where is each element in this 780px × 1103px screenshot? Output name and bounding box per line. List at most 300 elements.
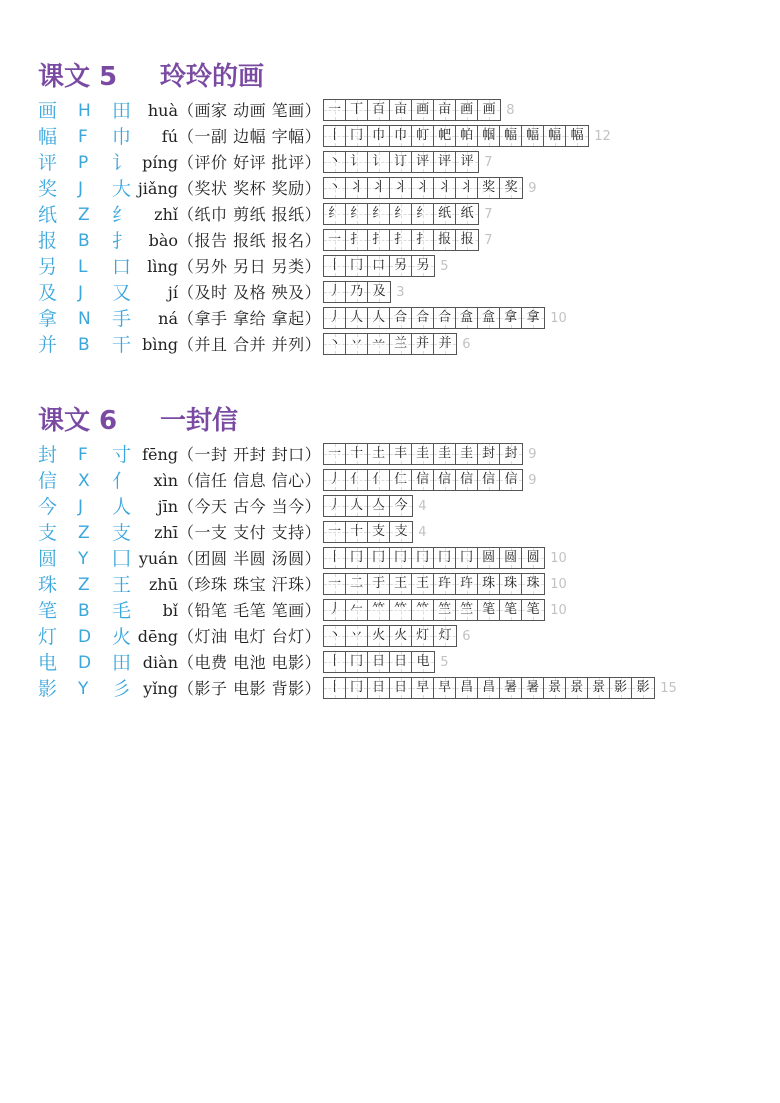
stroke-step: 玝 (460, 576, 474, 591)
pinyin: zhī (154, 523, 178, 542)
stroke-step: 纟 (350, 206, 364, 221)
stroke-step: 于 (372, 576, 386, 591)
initial-letter: X (78, 471, 90, 491)
stroke-step-cell (324, 574, 346, 594)
stroke-step-cell (390, 600, 412, 620)
stroke-step: 丰 (394, 446, 408, 461)
radical: 囗 (112, 548, 132, 570)
pinyin: píng (142, 153, 178, 172)
stroke-count: 15 (660, 681, 677, 696)
stroke-order-grid (323, 651, 435, 673)
stroke-step-cell (522, 308, 544, 328)
word-examples: （铅笔 毛笔 笔画） (178, 601, 322, 620)
stroke-step-cell (390, 652, 412, 672)
stroke-step: 亩 (394, 102, 408, 117)
stroke-step-cell (346, 230, 368, 250)
stroke-step: 另 (416, 258, 430, 273)
stroke-order-grid (323, 151, 479, 173)
stroke-step-cell (478, 678, 500, 698)
radical: 亻 (112, 470, 132, 492)
stroke-step: 评 (416, 154, 430, 169)
stroke-step-cell (324, 600, 346, 620)
character: 电 (38, 652, 58, 674)
stroke-step-cell (346, 282, 368, 302)
stroke-step: 扌 (372, 232, 386, 247)
stroke-step: 早 (438, 680, 452, 695)
character: 今 (38, 496, 58, 518)
stroke-step: 丨 (328, 550, 342, 565)
word-examples: （影子 电影 背影） (178, 679, 322, 698)
word-examples: （珍珠 珠宝 汗珠） (178, 575, 322, 594)
stroke-step-cell (478, 470, 500, 490)
stroke-step: 丿 (328, 310, 342, 325)
stroke-step: 冂 (416, 550, 430, 565)
stroke-order-grid (323, 203, 479, 225)
stroke-step: 纸 (438, 206, 452, 221)
stroke-step: 拿 (526, 310, 540, 325)
stroke-step: 帊 (438, 128, 452, 143)
lesson-number: 课文 6 (38, 406, 118, 436)
word-examples: （灯油 电灯 台灯） (178, 627, 322, 646)
stroke-step: 及 (372, 284, 386, 299)
character: 信 (38, 470, 58, 492)
stroke-step-cell (434, 574, 456, 594)
stroke-step: 王 (394, 576, 408, 591)
stroke-step: 土 (372, 446, 386, 461)
stroke-step: 一 (328, 232, 342, 247)
radical: 火 (112, 626, 132, 648)
stroke-count: 6 (462, 337, 471, 352)
initial-letter: D (78, 627, 92, 647)
stroke-order-grid (323, 573, 545, 595)
stroke-step: 人 (372, 310, 386, 325)
stroke-step: 一 (328, 102, 342, 117)
stroke-step-cell (500, 470, 522, 490)
stroke-step: 丬 (416, 180, 430, 195)
stroke-step-cell (456, 548, 478, 568)
stroke-step: 另 (394, 258, 408, 273)
radical: 彡 (112, 678, 132, 700)
stroke-step: 火 (372, 628, 386, 643)
stroke-step: 并 (438, 336, 452, 351)
stroke-order-grid (323, 547, 545, 569)
stroke-step-cell (610, 678, 632, 698)
stroke-step-cell (324, 178, 346, 198)
stroke-step: 一 (328, 576, 342, 591)
stroke-step: 盒 (460, 310, 474, 325)
stroke-step-cell (390, 470, 412, 490)
stroke-order-grid (323, 333, 457, 355)
stroke-step-cell (456, 444, 478, 464)
stroke-count: 7 (484, 155, 493, 170)
stroke-step-cell (368, 152, 390, 172)
stroke-step-cell (500, 678, 522, 698)
stroke-count: 10 (550, 603, 567, 618)
stroke-step: 巾 (394, 128, 408, 143)
stroke-step: 丨 (328, 258, 342, 273)
word-examples: （及时 及格 殃及） (178, 283, 322, 302)
stroke-step: 丨 (328, 128, 342, 143)
character: 幅 (38, 126, 58, 148)
stroke-count: 9 (528, 473, 537, 488)
stroke-step: 扌 (416, 232, 430, 247)
stroke-step: 暑 (526, 680, 540, 695)
radical: 田 (112, 100, 132, 122)
character: 灯 (38, 626, 58, 648)
stroke-step: 冂 (350, 550, 364, 565)
stroke-step-cell (412, 444, 434, 464)
stroke-step: 丿 (328, 284, 342, 299)
stroke-step: 幅 (526, 128, 540, 143)
stroke-step: 冂 (372, 550, 386, 565)
stroke-step-cell (434, 126, 456, 146)
stroke-step-cell (324, 282, 346, 302)
stroke-count: 4 (418, 499, 427, 514)
radical: 支 (112, 522, 132, 544)
stroke-step: 冂 (394, 550, 408, 565)
stroke-step-cell (368, 574, 390, 594)
stroke-step-cell (368, 126, 390, 146)
character: 笔 (38, 600, 58, 622)
stroke-order-grid (323, 521, 413, 543)
stroke-step: 支 (394, 524, 408, 539)
stroke-step: 封 (504, 446, 518, 461)
stroke-step: 𠂉 (350, 602, 364, 617)
stroke-step-cell (346, 178, 368, 198)
character: 圆 (38, 548, 58, 570)
stroke-step: 景 (592, 680, 606, 695)
initial-letter: D (78, 653, 92, 673)
stroke-step: 笔 (482, 602, 496, 617)
stroke-order-grid (323, 229, 479, 251)
initial-letter: Z (78, 205, 90, 225)
stroke-step: 报 (438, 232, 452, 247)
stroke-step: 王 (416, 576, 430, 591)
stroke-step-cell (346, 334, 368, 354)
stroke-step-cell (324, 496, 346, 516)
stroke-step: 丷 (350, 336, 364, 351)
stroke-step: 圭 (460, 446, 474, 461)
initial-letter: N (78, 309, 91, 329)
stroke-count: 8 (506, 103, 515, 118)
stroke-step-cell (324, 126, 346, 146)
pinyin: yǐng (143, 679, 178, 698)
stroke-step-cell (456, 308, 478, 328)
stroke-step: 画 (416, 102, 430, 117)
stroke-step: 一 (328, 524, 342, 539)
stroke-step-cell (368, 522, 390, 542)
stroke-step-cell (412, 652, 434, 672)
word-examples: （奖状 奖杯 奖励） (178, 179, 322, 198)
initial-letter: Y (78, 549, 89, 569)
initial-letter: Z (78, 575, 90, 595)
stroke-step: 丬 (438, 180, 452, 195)
stroke-step-cell (390, 100, 412, 120)
radical: 大 (112, 178, 132, 200)
stroke-step: 冂 (350, 128, 364, 143)
stroke-step: 影 (636, 680, 650, 695)
pinyin: huà (147, 101, 178, 120)
stroke-step-cell (324, 230, 346, 250)
stroke-step: 评 (460, 154, 474, 169)
stroke-step-cell (346, 496, 368, 516)
stroke-step-cell (478, 100, 500, 120)
stroke-step: 丬 (394, 180, 408, 195)
stroke-step: 纸 (460, 206, 474, 221)
stroke-step-cell (544, 126, 566, 146)
stroke-step-cell (346, 204, 368, 224)
pinyin: diàn (142, 653, 178, 672)
stroke-step: 纟 (394, 206, 408, 221)
stroke-count: 12 (594, 129, 611, 144)
stroke-step-cell (346, 126, 368, 146)
stroke-step-cell (412, 678, 434, 698)
stroke-step-cell (390, 308, 412, 328)
stroke-step-cell (390, 230, 412, 250)
stroke-step-cell (346, 626, 368, 646)
stroke-step-cell (390, 126, 412, 146)
stroke-order-grid (323, 177, 523, 199)
stroke-step-cell (434, 230, 456, 250)
stroke-step-cell (390, 444, 412, 464)
stroke-step: 讠 (350, 154, 364, 169)
stroke-step-cell (412, 574, 434, 594)
stroke-step-cell (324, 470, 346, 490)
stroke-step-cell (434, 178, 456, 198)
word-examples: （另外 另日 另类） (178, 257, 322, 276)
character: 报 (38, 230, 58, 252)
radical: 毛 (112, 600, 132, 622)
stroke-step-cell (434, 626, 456, 646)
initial-letter: J (78, 283, 84, 303)
stroke-count: 4 (418, 525, 427, 540)
stroke-step: 百 (372, 102, 386, 117)
stroke-step-cell (434, 152, 456, 172)
stroke-step-cell (346, 444, 368, 464)
pinyin: fú (161, 127, 178, 146)
word-examples: （报告 报纸 报名） (178, 231, 322, 250)
stroke-step-cell (522, 600, 544, 620)
character: 封 (38, 444, 58, 466)
stroke-step: 笔 (504, 602, 518, 617)
stroke-step: 人 (350, 498, 364, 513)
stroke-step-cell (346, 470, 368, 490)
character: 拿 (38, 308, 58, 330)
word-examples: （评价 好评 批评） (178, 153, 322, 172)
stroke-step: 巾 (372, 128, 386, 143)
stroke-step-cell (390, 256, 412, 276)
stroke-step: 圆 (504, 550, 518, 565)
word-examples: （画家 动画 笔画） (178, 101, 322, 120)
stroke-step-cell (324, 548, 346, 568)
radical: 又 (112, 282, 132, 304)
stroke-step-cell (324, 334, 346, 354)
stroke-step: 画 (482, 102, 496, 117)
stroke-step: 纟 (372, 206, 386, 221)
initial-letter: B (78, 601, 90, 621)
pinyin: yuán (138, 549, 178, 568)
stroke-step: 丶 (328, 180, 342, 195)
stroke-step-cell (522, 678, 544, 698)
initial-letter: P (78, 153, 89, 173)
stroke-step-cell (412, 308, 434, 328)
pinyin: xìn (153, 471, 178, 490)
character: 及 (38, 282, 58, 304)
radical: 田 (112, 652, 132, 674)
stroke-count: 5 (440, 655, 449, 670)
lesson-number: 课文 5 (38, 62, 118, 92)
stroke-step: 𥫗 (394, 602, 408, 617)
stroke-step: 帼 (482, 128, 496, 143)
stroke-step: 纟 (328, 206, 342, 221)
stroke-step: 亻 (350, 472, 364, 487)
stroke-step-cell (456, 204, 478, 224)
stroke-step: 合 (416, 310, 430, 325)
stroke-step-cell (324, 626, 346, 646)
stroke-step: 信 (416, 472, 430, 487)
stroke-step: 纟 (416, 206, 430, 221)
stroke-step-cell (346, 152, 368, 172)
stroke-step: 䒑 (372, 336, 386, 351)
stroke-step: 日 (394, 680, 408, 695)
character: 纸 (38, 204, 58, 226)
stroke-step-cell (368, 334, 390, 354)
stroke-step: 扌 (350, 232, 364, 247)
stroke-step-cell (500, 178, 522, 198)
character: 珠 (38, 574, 58, 596)
radical: 巾 (112, 126, 132, 148)
stroke-step-cell (500, 308, 522, 328)
stroke-step-cell (456, 100, 478, 120)
stroke-step-cell (412, 100, 434, 120)
initial-letter: F (78, 445, 88, 465)
stroke-count: 10 (550, 311, 567, 326)
pinyin: fēng (142, 445, 178, 464)
stroke-step-cell (412, 548, 434, 568)
stroke-step-cell (368, 100, 390, 120)
initial-letter: B (78, 231, 90, 251)
stroke-step-cell (368, 256, 390, 276)
stroke-step: 幅 (548, 128, 562, 143)
stroke-order-grid (323, 469, 523, 491)
stroke-step-cell (368, 204, 390, 224)
stroke-step-cell (390, 574, 412, 594)
stroke-step-cell (324, 444, 346, 464)
stroke-step: 冂 (350, 680, 364, 695)
stroke-step-cell (500, 444, 522, 464)
stroke-count: 9 (528, 447, 537, 462)
stroke-step-cell (324, 256, 346, 276)
stroke-step-cell (412, 600, 434, 620)
stroke-step-cell (434, 470, 456, 490)
stroke-order-grid (323, 307, 545, 329)
stroke-step: 丬 (460, 180, 474, 195)
stroke-order-grid (323, 495, 413, 517)
initial-letter: L (78, 257, 88, 277)
pinyin: zhǐ (154, 205, 178, 224)
stroke-step: 𥫗 (372, 602, 386, 617)
stroke-step: 信 (504, 472, 518, 487)
radical: 王 (112, 574, 132, 596)
stroke-step: 玝 (438, 576, 452, 591)
word-examples: （纸巾 剪纸 报纸） (178, 205, 322, 224)
stroke-step-cell (368, 600, 390, 620)
lesson-name: 玲玲的画 (160, 62, 265, 92)
stroke-step: 丶 (328, 628, 342, 643)
stroke-step-cell (346, 600, 368, 620)
stroke-step-cell (478, 178, 500, 198)
stroke-step: 竺 (460, 602, 474, 617)
stroke-step-cell (346, 522, 368, 542)
lesson-name: 一封信 (160, 406, 239, 436)
radical: 口 (112, 256, 132, 278)
stroke-order-grid (323, 677, 655, 699)
stroke-order-grid (323, 255, 435, 277)
stroke-step-cell (368, 626, 390, 646)
stroke-step-cell (500, 600, 522, 620)
stroke-count: 10 (550, 577, 567, 592)
stroke-step-cell (390, 496, 412, 516)
radical: 讠 (112, 152, 132, 174)
stroke-order-grid (323, 599, 545, 621)
stroke-step: 扌 (394, 232, 408, 247)
stroke-step: 仁 (394, 472, 408, 487)
stroke-step: 评 (438, 154, 452, 169)
stroke-step: 影 (614, 680, 628, 695)
stroke-order-grid (323, 99, 501, 121)
stroke-step-cell (434, 600, 456, 620)
word-examples: （拿手 拿给 拿起） (178, 309, 322, 328)
stroke-step-cell (412, 626, 434, 646)
stroke-step: 合 (438, 310, 452, 325)
stroke-step: 日 (372, 680, 386, 695)
stroke-step: 珠 (504, 576, 518, 591)
stroke-order-grid (323, 625, 457, 647)
stroke-step: 丶 (328, 336, 342, 351)
word-examples: （并且 合并 并列） (178, 335, 322, 354)
pinyin: jīn (157, 497, 178, 516)
stroke-step: 日 (372, 654, 386, 669)
stroke-step-cell (632, 678, 654, 698)
stroke-step-cell (434, 334, 456, 354)
pinyin: lìng (147, 257, 178, 276)
radical: 纟 (112, 204, 132, 226)
stroke-step-cell (368, 548, 390, 568)
pinyin: jí (167, 283, 178, 302)
stroke-step: 竺 (438, 602, 452, 617)
stroke-step: 幅 (504, 128, 518, 143)
stroke-step-cell (456, 574, 478, 594)
stroke-step-cell (456, 152, 478, 172)
word-examples: （一副 边幅 字幅） (178, 127, 322, 146)
stroke-step-cell (456, 126, 478, 146)
stroke-step: 奖 (504, 180, 518, 195)
stroke-step: 丨 (328, 654, 342, 669)
stroke-step: 兰 (394, 336, 408, 351)
character: 奖 (38, 178, 58, 200)
initial-letter: Z (78, 523, 90, 543)
stroke-step: 画 (460, 102, 474, 117)
stroke-step: 珠 (482, 576, 496, 591)
stroke-step-cell (368, 230, 390, 250)
radical: 寸 (112, 444, 132, 466)
stroke-step-cell (566, 126, 588, 146)
stroke-step-cell (346, 100, 368, 120)
word-examples: （电费 电池 电影） (178, 653, 322, 672)
stroke-step-cell (456, 470, 478, 490)
stroke-step-cell (456, 678, 478, 698)
word-examples: （今天 古今 当今） (178, 497, 322, 516)
